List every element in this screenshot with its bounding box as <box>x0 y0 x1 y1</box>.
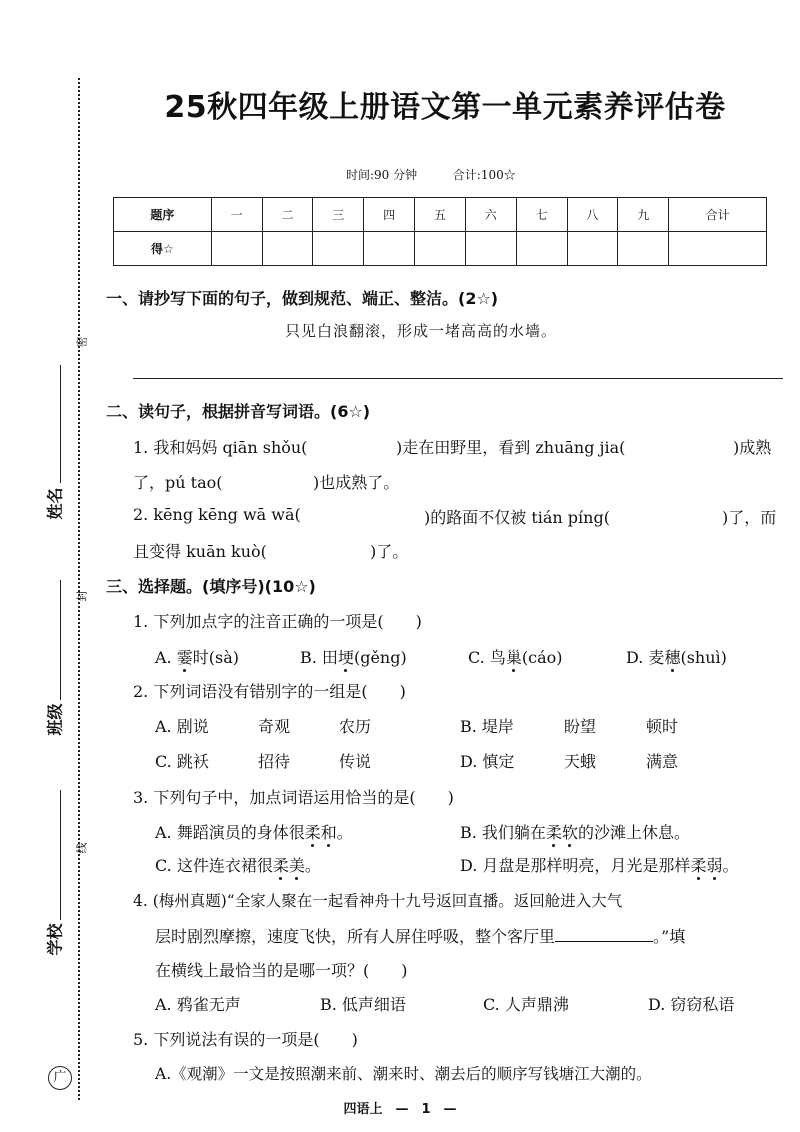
q3-1-stem: 1. 下列加点字的注音正确的一项是( ) <box>133 612 422 631</box>
score-cell[interactable] <box>516 232 567 266</box>
q3-4-answer-blank[interactable] <box>555 927 653 942</box>
score-row-label: 得☆ <box>114 232 212 266</box>
class-line[interactable] <box>60 580 61 700</box>
header-cell: 九 <box>618 198 669 232</box>
q3-3-option-d[interactable]: D. 月盘是那样明亮，月光是那样柔弱。 <box>460 853 738 876</box>
q3-5-option-a[interactable]: A.《观潮》一文是按照潮来前、潮来时、潮去后的顺序写钱塘江大潮的。 <box>155 1065 652 1083</box>
total-info: 合计:100☆ <box>452 168 516 182</box>
header-cell: 六 <box>465 198 516 232</box>
section-2-heading: 二、读句子，根据拼音写词语。(6☆) <box>106 402 371 421</box>
q3-2-word: 农历 <box>339 717 372 736</box>
header-cell: 一 <box>211 198 262 232</box>
dotted-char: 霎 <box>177 645 193 668</box>
score-cell[interactable] <box>465 232 516 266</box>
dotted-char: 软 <box>562 820 578 843</box>
q3-1-option-a[interactable]: A. 霎时(sà) <box>155 645 239 668</box>
dotted-char: 和 <box>321 820 337 843</box>
q3-2-option-d[interactable]: D. 慎定 <box>460 752 515 771</box>
q3-2-word: 天蛾 <box>564 752 597 771</box>
score-cell[interactable] <box>669 232 767 266</box>
q3-4-stem-line1: 4. (梅州真题)“全家人聚在一起看神舟十九号返回直播。返回舱进入大气 <box>133 892 623 910</box>
score-cell[interactable] <box>262 232 313 266</box>
q3-2-option-b[interactable]: B. 堤岸 <box>460 717 514 736</box>
seal-mark-feng: 封 <box>75 590 89 602</box>
score-cell[interactable] <box>211 232 262 266</box>
school-line[interactable] <box>60 790 61 920</box>
header-cell: 四 <box>364 198 415 232</box>
q3-2-option-a[interactable]: A. 剧说 <box>155 717 209 736</box>
q3-2-word: 顿时 <box>646 717 679 736</box>
q2-2-part-e: )了。 <box>370 542 409 561</box>
header-cell: 题序 <box>114 198 212 232</box>
section-1-heading: 一、请抄写下面的句子，做到规范、端正、整洁。(2☆) <box>106 289 499 308</box>
class-label: 班级 <box>45 703 65 736</box>
q3-2-word: 传说 <box>339 752 372 771</box>
dotted-char: 穗 <box>664 645 680 668</box>
dotted-char: 柔 <box>273 853 289 876</box>
page-footer: 四语上 — 1 — <box>343 1102 457 1117</box>
q3-2-word: 奇观 <box>258 717 291 736</box>
q3-4-option-a[interactable]: A. 鸦雀无声 <box>155 995 241 1014</box>
q3-4-stem-line2: 层时剧烈摩擦，速度飞快，所有人屏住呼吸，整个客厅里 。”填 <box>155 927 686 946</box>
q3-4-option-b[interactable]: B. 低声细语 <box>320 995 406 1014</box>
q3-4-option-d[interactable]: D. 窃窃私语 <box>648 995 735 1014</box>
dotted-char: 柔 <box>305 820 321 843</box>
q2-1-part-a: 1. 我和妈妈 qiān shǒu( <box>133 438 308 457</box>
score-table <box>113 197 767 266</box>
q3-5-stem: 5. 下列说法有误的一项是( ) <box>133 1030 358 1049</box>
q2-2-part-c: )了，而 <box>722 508 777 527</box>
seal-mark-xian: 线 <box>75 842 89 854</box>
dotted-char: 巢 <box>506 645 522 668</box>
seal-mark-mi: 密 <box>75 336 89 348</box>
dotted-char: 柔 <box>546 820 562 843</box>
header-cell: 三 <box>313 198 364 232</box>
header-cell: 八 <box>567 198 618 232</box>
score-header-row <box>114 198 767 232</box>
q2-2-part-d: 且变得 kuān kuò( <box>133 542 267 561</box>
q2-2-part-b: )的路面不仅被 tián píng( <box>424 508 610 527</box>
q3-1-option-b[interactable]: B. 田埂(gěng) <box>300 645 407 668</box>
header-cell: 七 <box>516 198 567 232</box>
page-title: 25秋四年级上册语文第一单元素养评估卷 <box>164 90 726 125</box>
q3-2-word: 满意 <box>646 752 679 771</box>
q3-2-stem: 2. 下列词语没有错别字的一组是( ) <box>133 682 406 701</box>
publisher-logo: 广 <box>48 1066 72 1090</box>
section-3-heading: 三、选择题。(填序号)(10☆) <box>106 577 316 596</box>
dotted-char: 柔 <box>690 853 706 876</box>
score-cell[interactable] <box>313 232 364 266</box>
score-value-row <box>114 232 767 266</box>
q3-3-option-a[interactable]: A. 舞蹈演员的身体很柔和。 <box>155 820 353 843</box>
score-cell[interactable] <box>364 232 415 266</box>
q3-4-stem-line3: 在横线上最恰当的是哪一项？( ) <box>155 961 408 980</box>
score-cell[interactable] <box>567 232 618 266</box>
copy-write-line[interactable] <box>133 378 783 379</box>
copy-sentence: 只见白浪翻滚，形成一堵高高的水墙。 <box>285 322 558 340</box>
dotted-char: 埂 <box>338 645 354 668</box>
binding-dotted-line <box>78 78 80 1100</box>
q2-1-part-e: )也成熟了。 <box>313 473 400 492</box>
exam-meta <box>346 166 516 183</box>
q3-3-stem: 3. 下列句子中，加点词语运用恰当的是( ) <box>133 788 454 807</box>
q2-1-part-c: )成熟 <box>733 438 772 457</box>
q3-1-option-d[interactable]: D. 麦穗(shuì) <box>626 645 727 668</box>
q3-2-word: 招待 <box>258 752 291 771</box>
header-cell: 五 <box>415 198 466 232</box>
dotted-char: 弱 <box>706 853 722 876</box>
q2-2-part-a: 2. kēng kēng wā wā( <box>133 505 301 524</box>
q3-2-option-c[interactable]: C. 跳袄 <box>155 752 209 771</box>
q2-1-part-d: 了，pú tao( <box>133 473 223 492</box>
q3-4-option-c[interactable]: C. 人声鼎沸 <box>483 995 569 1014</box>
name-label: 姓名 <box>45 487 65 520</box>
time-info: 时间:90 分钟 <box>346 168 418 182</box>
score-cell[interactable] <box>415 232 466 266</box>
header-cell: 二 <box>262 198 313 232</box>
header-cell: 合计 <box>669 198 767 232</box>
name-line[interactable] <box>60 365 61 483</box>
q2-1-part-b: )走在田野里，看到 zhuāng jia( <box>396 438 626 457</box>
q3-1-option-c[interactable]: C. 鸟巢(cáo) <box>468 645 563 668</box>
dotted-char: 美 <box>289 853 305 876</box>
school-label: 学校 <box>45 923 65 956</box>
score-cell[interactable] <box>618 232 669 266</box>
q3-3-option-c[interactable]: C. 这件连衣裙很柔美。 <box>155 853 321 876</box>
q3-2-word: 盼望 <box>564 717 597 736</box>
q3-3-option-b[interactable]: B. 我们躺在柔软的沙滩上休息。 <box>460 820 690 843</box>
